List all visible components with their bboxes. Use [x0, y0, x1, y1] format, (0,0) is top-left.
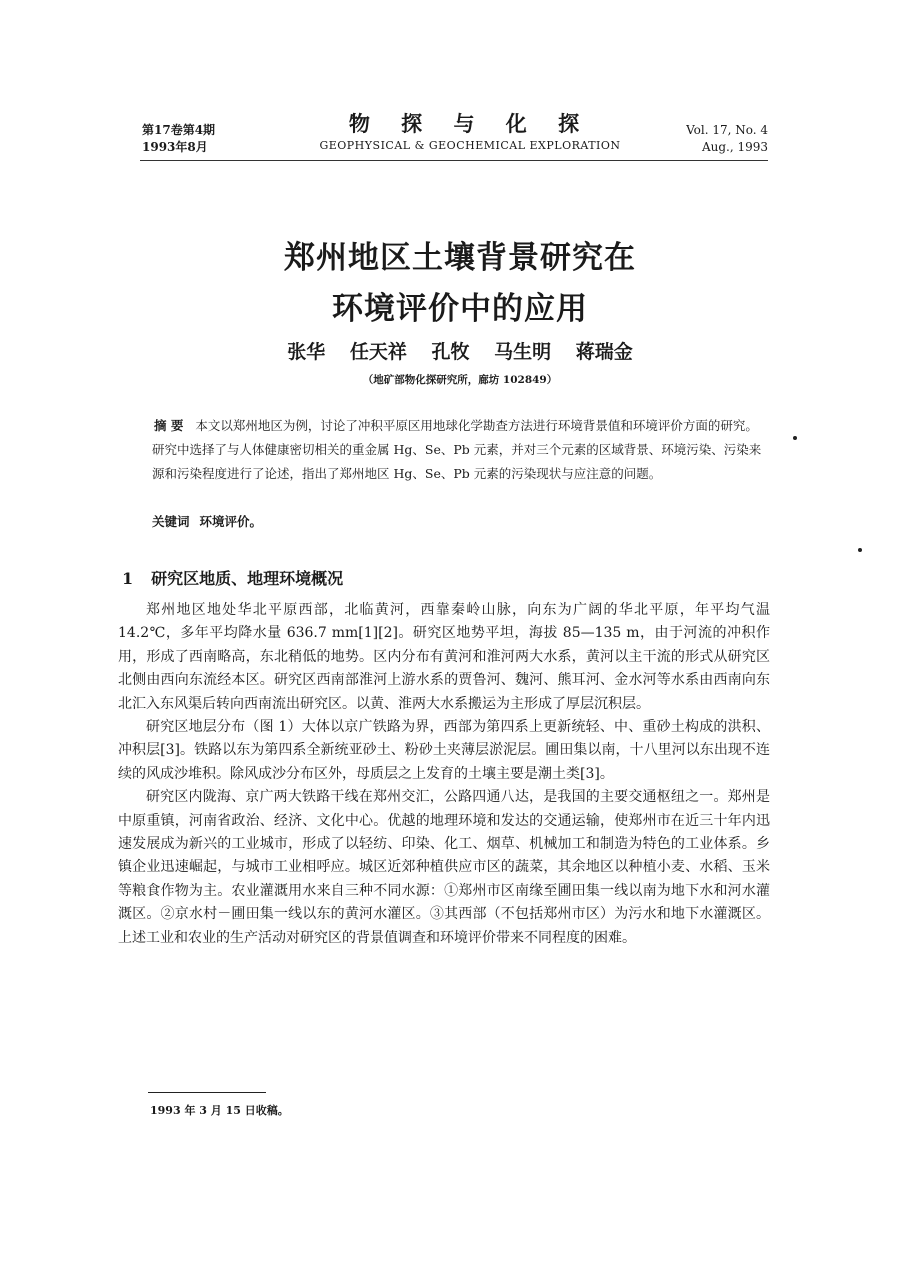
scan-speck: [858, 548, 862, 552]
header-volume-info: [686, 122, 768, 156]
header-volume-en: Vol. 17, No. 4: [686, 123, 768, 137]
paragraph: 研究区内陇海、京广两大铁路干线在郑州交汇，公路四通八达，是我国的主要交通枢纽之一。郑州是中原重镇，河南省政治、经济、文化中心。优越的地理环境和发达的交通运输，使郑州市在近三十年内迅速发展成为新兴的工业城市，形成了以轻纺、印染、化工、烟草、机械加工和制造为特色的工业体系。乡镇企业迅速崛起，与城市工业相呼应。城区近郊种植供应市区的蔬菜，其余地区以种植小麦、水稻、玉米等粮食作物为主。农业灌溉用水来自三种不同水源：①郑州市区南缘至圃田集一线以南为地下水和河水灌溉区。②京水村－圃田集一线以东的黄河水灌区。③其西部（不包括郑州市区）为污水和地下水灌溉区。上述工业和农业的生产活动对研究区的背景值调查和环境评价带来不同程度的困难。: [118, 789, 770, 946]
paper-title-line-1: 郑州地区土壤背景研究在: [284, 240, 636, 276]
paper-title-line-2: 环境评价中的应用: [332, 291, 588, 327]
section-number: 1: [122, 569, 134, 588]
keywords: [152, 510, 768, 534]
abstract-label: 摘 要: [154, 418, 184, 433]
paper-affiliation: （地矿部物化探研究所，廊坊 102849）: [362, 374, 558, 386]
header-issue-cn: 第17卷第4期: [142, 123, 216, 137]
footnote-rule: [148, 1092, 266, 1093]
paragraph: 郑州地区地处华北平原西部，北临黄河，西靠秦岭山脉，向东为广阔的华北平原，年平均气温 14.2℃，多年平均降水量 636.7 mm[1][2]。研究区地势平坦，海拔 85—135 m，由于河流的冲积作用，形成了西南略高，东北稍低的地势。区内分布有黄河和淮河两大水系，黄河以主干流的形式从研究区北侧由西向东流经本区。研究区西南部淮河上游水系的贾鲁河、魏河、熊耳河、金水河等水系由西南向东北汇入东风渠后转向西南流出研究区。以黄、淮两大水系搬运为主形成了厚层沉积层。: [118, 602, 770, 712]
abstract-text: 本文以郑州地区为例，讨论了冲积平原区用地球化学勘查方法进行环境背景值和环境评价方面的研究。研究中选择了与人体健康密切相关的重金属 Hg、Se、Pb 元素，并对三个元素的区域背景、环境污染、污染来源和污染程度进行了论述，指出了郑州地区 Hg、Se、Pb 元素的污染现状与应注意的问题。: [152, 418, 762, 481]
header-date-en: Aug., 1993: [701, 140, 768, 154]
section-title: 研究区地质、地理环境概况: [151, 569, 344, 588]
scan-speck: [793, 436, 797, 440]
paper-authors: 张华 任天祥 孔牧 马生明 蒋瑞金: [287, 341, 633, 363]
header-rule: [140, 160, 768, 161]
footnote: 1993 年 3 月 15 日收稿。: [150, 1104, 289, 1117]
abstract: [152, 414, 768, 486]
header-issue-info: [142, 122, 215, 156]
keywords-text: 环境评价。: [199, 514, 263, 529]
section-heading: [122, 566, 343, 589]
body-text: [118, 599, 770, 950]
paragraph: 研究区地层分布（图 1）大体以京广铁路为界，西部为第四系上更新统轻、中、重砂土构成的洪积、冲积层[3]。铁路以东为第四系全新统亚砂土、粉砂土夹薄层淤泥层。圃田集以南，十八里河以东出现不连续的风成沙堆积。除风成沙分布区外，母质层之上发育的土壤主要是潮土类[3]。: [118, 719, 770, 782]
header-journal-name: [270, 110, 670, 153]
header-date-cn: 1993年8月: [142, 140, 208, 154]
journal-title-en: GEOPHYSICAL & GEOCHEMICAL EXPLORATION: [319, 139, 621, 152]
journal-title-cn: 物 探 与 化 探: [348, 111, 592, 136]
keywords-label: 关键词: [152, 514, 190, 529]
